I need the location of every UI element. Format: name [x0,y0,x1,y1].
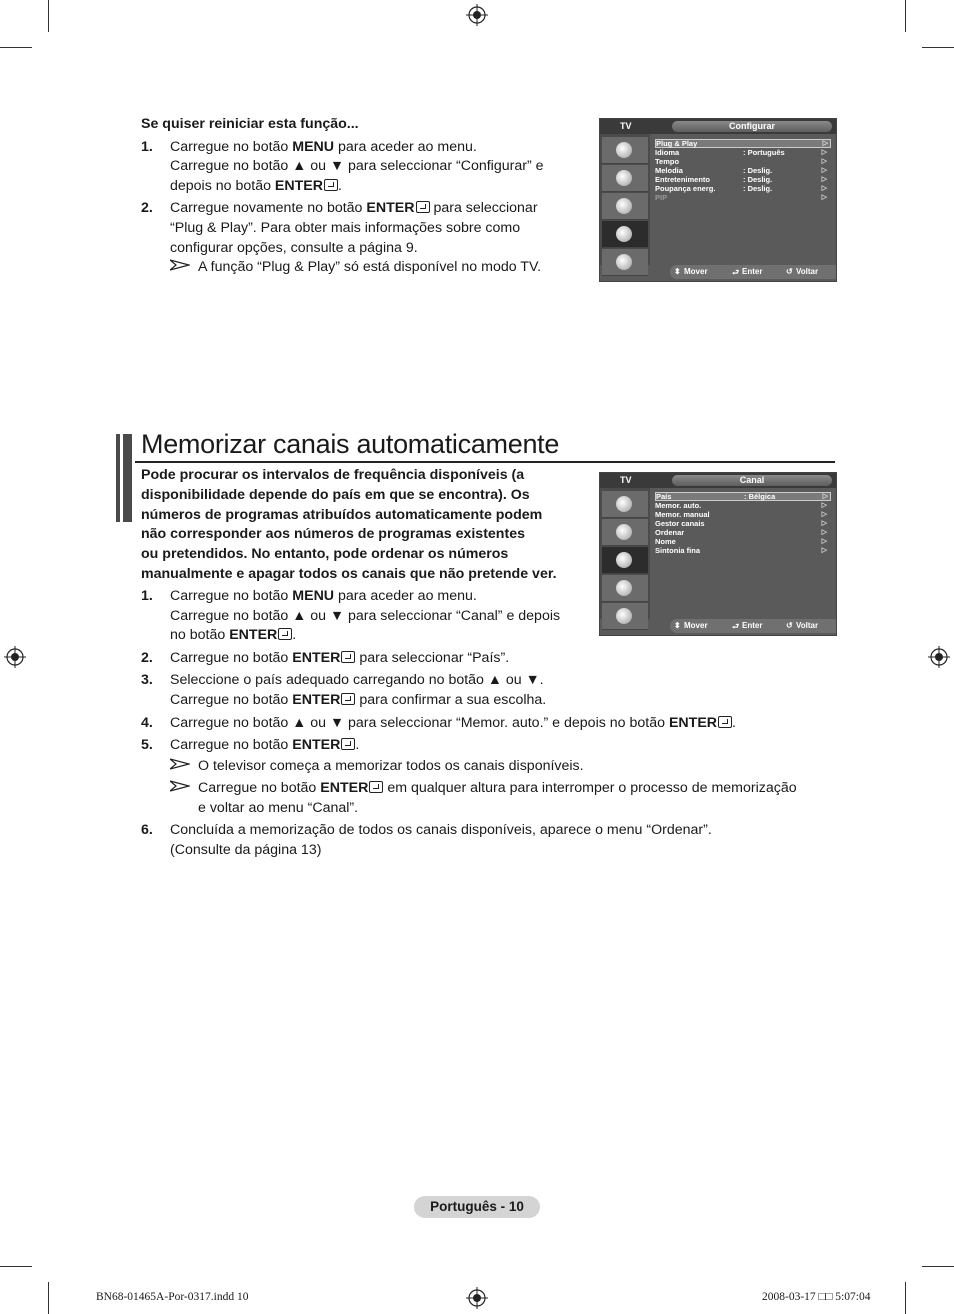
enter-icon [278,628,292,640]
step-text: Carregue no botão ▲ ou ▼ para seleccionar “Memor. auto.” e depois no botão ENTER . [170,715,736,731]
step-text: Carregue no botão MENU para aceder ao menu. [170,588,477,604]
step-number: 5. [141,737,153,753]
menu-footer: ⬍ Mover ⮐ Enter ↺ Voltar [670,265,836,279]
tv-label: TV [620,121,632,131]
menu-row[interactable]: Ordenar ▷ [655,528,827,537]
setup-gear-icon[interactable] [602,221,648,248]
menu-row[interactable]: Melodia : Deslig. ▷ [655,166,827,175]
input-icon[interactable] [602,603,648,630]
input-icon[interactable] [602,249,648,276]
picture-icon[interactable] [602,137,648,164]
step-number: 2. [141,200,153,216]
section-bar [123,434,132,522]
intro-line: Pode procurar os intervalos de frequência disponíveis (a [141,467,525,483]
crop-mark [48,1282,49,1314]
osd-menu-canal [599,472,837,636]
channel-icon[interactable] [602,547,648,574]
title-underline [135,461,835,463]
registration-mark-icon [928,646,950,668]
setup-gear-icon[interactable] [602,575,648,602]
step-text: configurar opções, consulte a página 9. [170,240,418,256]
enter-icon: ⮐ [732,622,740,631]
move-icon: ⬍ [674,621,681,630]
menu-sidebar [600,134,650,265]
crop-mark [48,0,49,32]
enter-icon [341,651,355,663]
move-icon: ⬍ [674,267,681,276]
note-text: O televisor começa a memorizar todos os canais disponíveis. [198,758,584,774]
step-text: Seleccione o país adequado carregando no botão ▲ ou ▼. [170,672,544,688]
registration-mark-icon [4,646,26,668]
channel-icon[interactable] [602,193,648,220]
menu-row[interactable]: Gestor canais ▷ [655,519,827,528]
intro-line: manualmente e apagar todos os canais que não pretende ver. [141,566,557,582]
restart-heading: Se quiser reiniciar esta função... [141,116,359,132]
sound-icon[interactable] [602,519,648,546]
crop-mark [922,1266,954,1267]
step-text: Carregue no botão ENTER . [170,737,360,753]
step-number: 2. [141,650,153,666]
intro-line: ou pretendidos. No entanto, pode ordenar os números [141,546,509,562]
step-text: no botão ENTER . [170,627,297,643]
note-text: Carregue no botão ENTER em qualquer altura para interromper o processo de memorização [198,780,797,796]
tv-label: TV [620,475,632,485]
picture-icon[interactable] [602,491,648,518]
step-text: depois no botão ENTER . [170,178,342,194]
note-text: e voltar ao menu “Canal”. [198,800,359,816]
crop-mark [922,47,954,48]
step-number: 1. [141,588,153,604]
menu-title: Canal [672,475,832,486]
enter-icon: ⮐ [732,268,740,277]
step-text: Carregue no botão MENU para aceder ao menu. [170,139,477,155]
crop-mark [905,1282,906,1314]
step-text: Carregue no botão ▲ ou ▼ para seleccionar “Canal” e depois [170,608,561,624]
intro-line: não corresponder aos números de programas existentes [141,526,525,542]
page-number-badge: Português - 10 [414,1196,540,1218]
menu-row[interactable]: Entretenimento : Deslig. ▷ [655,175,827,184]
step-number: 1. [141,139,153,155]
step-text: (Consulte da página 13) [170,842,322,858]
enter-icon [341,738,355,750]
step-text: Carregue no botão ENTER para confirmar a sua escolha. [170,692,547,708]
footer-filename: BN68-01465A-Por-0317.indd 10 [96,1291,249,1303]
step-text: Concluída a memorização de todos os canais disponíveis, aparece o menu “Ordenar”. [170,822,712,838]
footer-date: 2008-03-17 □□ 5:07:04 [762,1291,871,1303]
enter-icon [369,781,383,793]
menu-row[interactable]: Idioma : Português ▷ [655,148,827,157]
enter-icon [718,716,732,728]
registration-mark-icon [466,1287,488,1309]
step-number: 3. [141,672,153,688]
step-text: Carregue novamente no botão ENTER para seleccionar [170,200,538,216]
crop-mark [0,47,32,48]
return-icon: ↺ [786,621,793,630]
registration-mark-icon [466,4,488,26]
menu-row[interactable]: Tempo ▷ [655,157,827,166]
menu-row[interactable]: Poupança energ. : Deslig. ▷ [655,184,827,193]
intro-line: números de programas atribuídos automaticamente podem [141,507,543,523]
menu-row[interactable]: Nome ▷ [655,537,827,546]
menu-row[interactable]: País : Bélgica ▷ [655,492,831,501]
menu-row[interactable]: Sintonia fina ▷ [655,546,827,555]
note-arrow-icon [170,780,190,792]
note-arrow-icon [170,259,190,271]
note-arrow-icon [170,758,190,770]
return-icon: ↺ [786,267,793,276]
menu-row[interactable]: Memor. auto. ▷ [655,501,827,510]
step-text: Carregue no botão ▲ ou ▼ para seleccionar “Configurar” e [170,158,544,174]
section-title: Memorizar canais automaticamente [141,429,560,459]
menu-footer: ⬍ Mover ⮐ Enter ↺ Voltar [670,619,836,633]
step-text: “Plug & Play”. Para obter mais informações sobre como [170,220,521,236]
step-number: 6. [141,822,153,838]
crop-mark [0,1266,32,1267]
sound-icon[interactable] [602,165,648,192]
step-number: 4. [141,715,153,731]
menu-sidebar [600,488,650,619]
menu-row[interactable]: Memor. manual ▷ [655,510,827,519]
menu-row[interactable]: Plug & Play ▷ [655,139,831,148]
enter-icon [324,179,338,191]
menu-title: Configurar [672,121,832,132]
osd-menu-configurar [599,118,837,282]
enter-icon [416,201,430,213]
intro-line: disponibilidade depende do país em que se encontra). Os [141,487,530,503]
section-bar [116,434,120,522]
enter-icon [341,693,355,705]
step-text: Carregue no botão ENTER para seleccionar “País”. [170,650,510,666]
note-text: A função “Plug & Play” só está disponível no modo TV. [198,259,542,275]
crop-mark [905,0,906,32]
menu-row[interactable]: PIP ▷ [655,193,827,202]
